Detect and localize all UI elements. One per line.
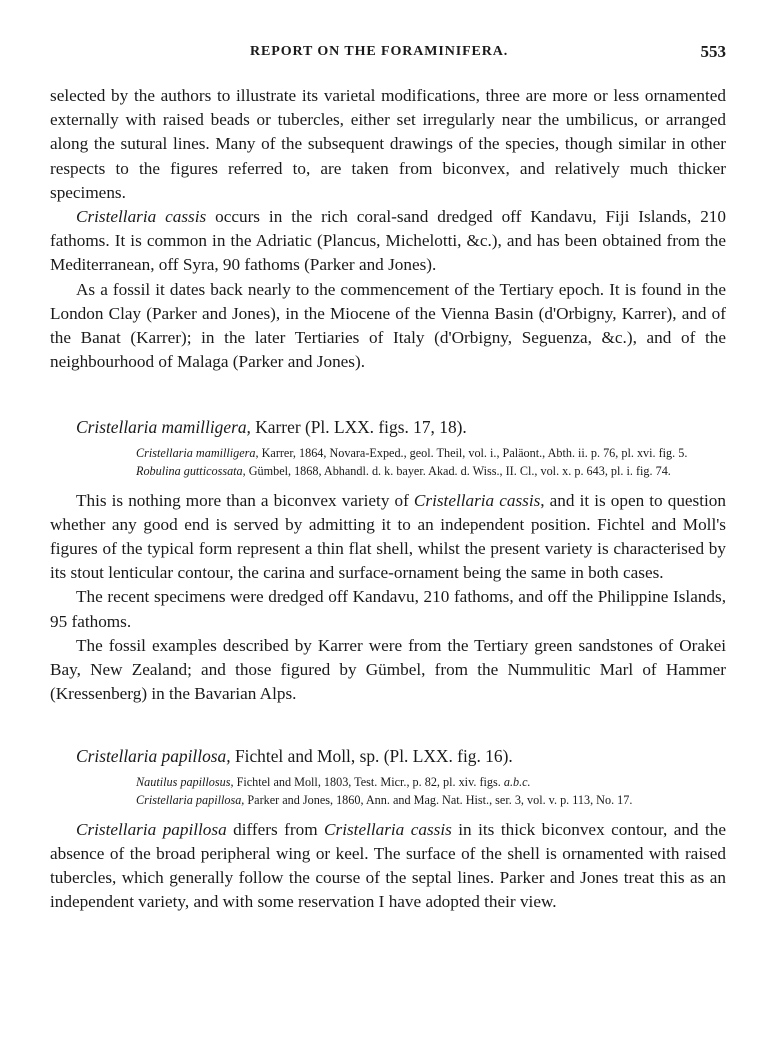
synonym-name: Cristellaria mamilligera, [136,446,259,461]
synonym-name: Cristellaria papillosa, [136,793,245,808]
synonym-reference: Fichtel and Moll, 1803, Test. Micr., p. 82, pl. xiv. figs. [233,775,504,790]
species-name: Cristellaria papillosa [76,819,227,839]
paragraph-fossil-examples: The fossil examples described by Karrer were from the Tertiary green sandstones of Orakei Bay, New Zealand; and those figured by Gümbel, from the Nummulitic Marl of Hammer (Kressenberg) in the Bavarian Alps. [50,635,726,704]
synonymy-entry [136,792,726,810]
species-heading-mamilligera [50,415,726,439]
paragraph-text: in its thick biconvex contour, and the absence of the broad peripheral wing or keel. The surface of the shell is ornamented with raised tubercles, which generally follow the course of the septal lines. Parker and Jones treat this as an independent variety, and with some reservation I have adopted their view. [50,819,726,912]
synonymy-entry [136,445,726,463]
figure-letters: a.b.c. [503,775,531,790]
paragraph-fossil: As a fossil it dates back nearly to the commencement of the Tertiary epoch. It is found in the London Clay (Parker and Jones), in the Miocene of the Vienna Basin (d'Orbigny, Karrer), and of the Banat (Karrer); in the later Tertiaries of Italy (d'Orbigny, Seguenza, &c.), and of the neighbourhood of Malaga (Parker and Jones). [50,279,726,372]
species-heading-papillosa [50,744,726,768]
synonym-reference: Parker and Jones, 1860, Ann. and Mag. Nat. Hist., ser. 3, vol. v. p. 113, No. 17. [244,793,633,808]
page-header [250,44,726,66]
running-title: REPORT ON THE FORAMINIFERA. [250,44,509,59]
synonymy-list-mamilligera [50,445,726,480]
species-heading-name: Cristellaria papillosa, [76,746,231,767]
synonym-name: Robulina gutticossata, [136,464,246,479]
species-name: Cristellaria cassis [76,207,207,227]
species-heading-authority: Karrer (Pl. LXX. figs. 17, 18). [250,417,467,438]
paragraph-description [50,818,726,915]
species-name: Cristellaria cassis [413,490,541,510]
paragraph-text: , and it is open to question whether any good end is served by admitting it to an independent position. Fichtel and Moll's figures of the typical form represent a thin flat shell, whilst the present variety is characterised by its stout lenticular contour, the carina and surface-ornament being the same in both cases. [50,490,726,583]
synonymy-entry [136,774,726,792]
paragraph-text: differs from [226,819,325,839]
synonymy-entry [136,463,726,481]
paragraph-text: occurs in the rich coral-sand dredged off Kandavu, Fiji Islands, 210 fathoms. It is common in the Adriatic (Plancus, Michelotti, &c.), and has been obtained from the Mediterranean, off Syra, 90 fathoms (Parker and Jones). [50,207,726,275]
synonym-reference: Karrer, 1864, Novara-Exped., geol. Theil, vol. i., Paläont., Abth. ii. p. 76, pl. xvi. fig. 5. [258,446,688,461]
synonym-reference: Gümbel, 1868, Abhandl. d. k. bayer. Akad. d. Wiss., II. Cl., vol. x. p. 643, pl. i. fig. 74. [245,464,671,479]
page-number: 553 [700,42,726,61]
paragraph-text: This is nothing more than a biconvex variety of [76,490,414,510]
species-heading-authority: Fichtel and Moll, sp. (Pl. LXX. fig. 16). [230,746,513,767]
paragraph-recent: The recent specimens were dredged off Kandavu, 210 fathoms, and off the Philippine Islands, 95 fathoms. [50,587,726,631]
paragraph-continued: selected by the authors to illustrate its varietal modifications, three are more or less ornamented externally with raised beads or tubercles, either set irregularly near the umbilicus, or arranged along the sutural lines. Many of the subsequent drawings of the species, though similar in other respects to the figures referred to, are taken from biconvex, and relatively much thicker specimens. [50,86,726,202]
synonym-name: Nautilus papillosus, [136,775,234,790]
page-body [50,84,726,914]
species-name: Cristellaria cassis [324,819,452,839]
paragraph-distribution [50,205,726,278]
synonymy-list-papillosa [50,774,726,809]
paragraph-description [50,489,726,586]
species-heading-name: Cristellaria mamilligera, [76,417,251,438]
